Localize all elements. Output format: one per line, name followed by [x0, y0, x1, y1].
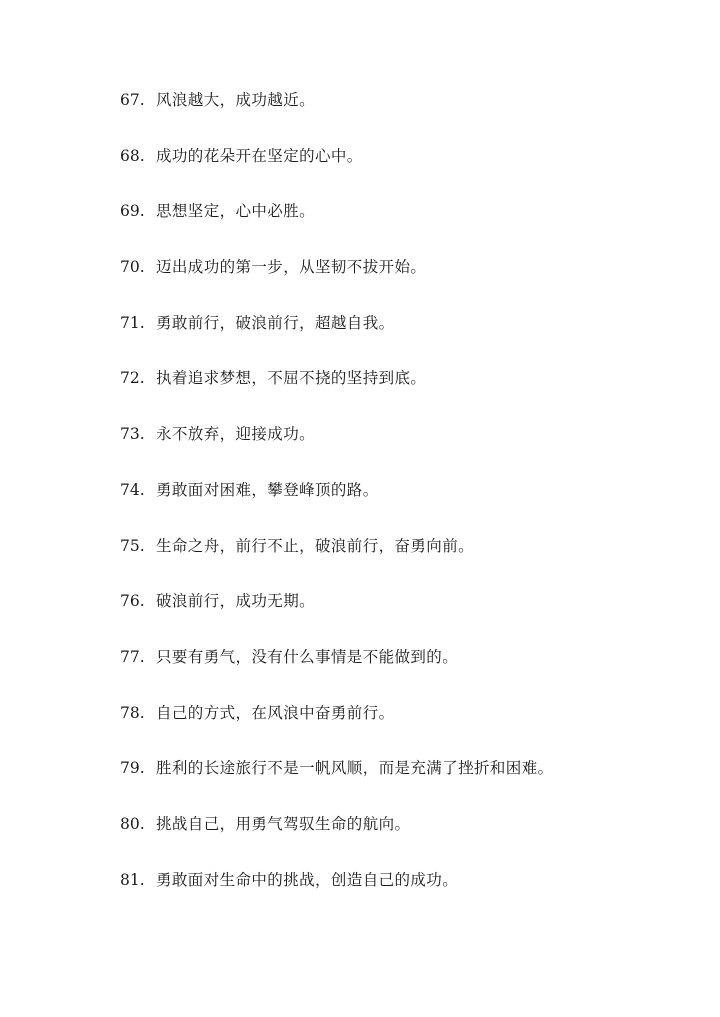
list-item — [120, 309, 554, 365]
list-item — [120, 810, 554, 866]
item-number: 74. — [120, 480, 145, 499]
item-text: 破浪前行，成功无期。 — [156, 592, 316, 611]
item-number: 78. — [120, 703, 145, 722]
item-number: 69. — [120, 202, 145, 221]
item-text: 成功的花朵开在坚定的心中。 — [156, 146, 363, 165]
item-text: 风浪越大，成功越近。 — [156, 91, 316, 109]
list-item — [120, 643, 554, 699]
item-text: 自己的方式，在风浪中奋勇前行。 — [156, 703, 395, 722]
item-number: 77. — [120, 647, 145, 666]
item-text: 勇敢面对困难，攀登峰顶的路。 — [156, 480, 379, 499]
item-number: 73. — [120, 425, 145, 444]
item-text: 勇敢面对生命中的挑战，创造自己的成功。 — [156, 870, 459, 889]
item-number: 75. — [120, 536, 145, 555]
item-number: 79. — [120, 759, 145, 778]
item-number: 72. — [120, 369, 145, 388]
item-text: 生命之舟，前行不止，破浪前行，奋勇向前。 — [156, 536, 475, 555]
list-item — [120, 86, 554, 142]
item-text: 胜利的长途旅行不是一帆风顺，而是充满了挫折和困难。 — [156, 759, 554, 778]
item-text: 挑战自己，用勇气驾驭生命的航向。 — [156, 814, 411, 833]
list-item — [120, 476, 554, 532]
item-text: 思想坚定，心中必胜。 — [156, 202, 316, 221]
item-number: 67. — [120, 91, 145, 109]
item-text: 执着追求梦想，不屈不挠的坚持到底。 — [156, 369, 427, 388]
item-number: 68. — [120, 146, 145, 165]
list-item — [120, 699, 554, 755]
item-number: 71. — [120, 313, 145, 332]
list-item — [120, 420, 554, 476]
list-item — [120, 754, 554, 810]
list-item — [120, 532, 554, 588]
item-number: 80. — [120, 814, 145, 833]
list-item — [120, 142, 554, 198]
item-text: 勇敢前行，破浪前行，超越自我。 — [156, 313, 395, 332]
list-item — [120, 866, 554, 922]
item-number: 81. — [120, 870, 145, 889]
item-text: 迈出成功的第一步，从坚韧不拔开始。 — [156, 258, 427, 277]
item-text: 只要有勇气，没有什么事情是不能做到的。 — [156, 647, 459, 666]
quote-list — [120, 86, 554, 921]
item-number: 70. — [120, 258, 145, 277]
list-item — [120, 197, 554, 253]
list-item — [120, 253, 554, 309]
list-item — [120, 587, 554, 643]
list-item — [120, 364, 554, 420]
item-text: 永不放弃，迎接成功。 — [156, 425, 316, 444]
item-number: 76. — [120, 592, 145, 611]
